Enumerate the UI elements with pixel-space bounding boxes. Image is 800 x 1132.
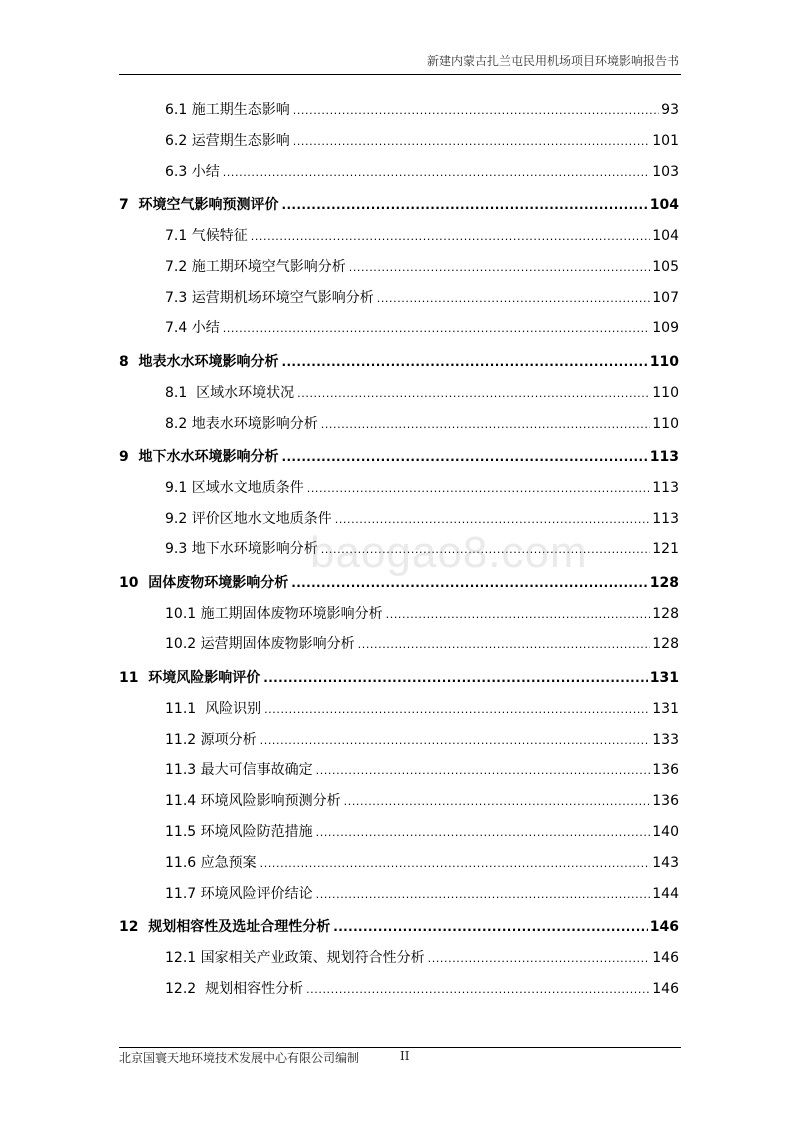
toc-section-entry[interactable] <box>165 130 679 152</box>
toc-entry-title <box>165 852 257 872</box>
toc-entry-text: 地表水环境影响分析 <box>191 415 318 432</box>
toc-dot-leader <box>282 198 648 212</box>
toc-page-number: 113 <box>652 510 679 527</box>
toc-entry-text: 施工期生态影响 <box>191 102 290 118</box>
toc-entry-text: 地下水水环境影响分析 <box>138 448 279 465</box>
toc-entry-text: 运营期机场环境空气影响分析 <box>191 289 374 306</box>
toc-dot-leader <box>264 703 650 716</box>
toc-page-number: 131 <box>652 700 679 717</box>
toc-section-entry[interactable] <box>165 947 679 969</box>
toc-entry-number: 8.1 <box>165 384 188 401</box>
toc-dot-leader <box>282 450 648 464</box>
toc-page-number: 128 <box>649 574 679 591</box>
toc-section-entry[interactable] <box>165 759 679 781</box>
toc-entry-number: 9 <box>119 448 129 465</box>
toc-page-number: 146 <box>649 919 679 936</box>
toc-entry-number: 11.2 <box>165 731 197 748</box>
toc-page-number: 107 <box>652 289 679 306</box>
toc-page-number: 136 <box>652 762 679 779</box>
toc-section-entry[interactable] <box>165 317 679 339</box>
toc-page-number: 131 <box>649 669 679 686</box>
toc-page-number: 128 <box>652 605 679 622</box>
toc-page-number: 146 <box>652 949 679 966</box>
toc-chapter-entry[interactable] <box>119 194 679 216</box>
toc-dot-leader <box>316 764 651 777</box>
toc-dot-leader <box>428 952 651 965</box>
toc-entry-title <box>119 351 279 371</box>
toc-entry-number: 12.1 <box>165 949 197 966</box>
toc-entry-number: 7 <box>119 197 129 214</box>
toc-page-number: 104 <box>652 227 679 244</box>
toc-entry-number: 11.3 <box>165 762 197 779</box>
toc-entry-number: 9.1 <box>165 479 188 496</box>
toc-entry-title <box>119 446 279 466</box>
toc-dot-leader <box>223 166 651 179</box>
toc-dot-leader <box>263 671 648 685</box>
toc-entry-title <box>165 603 383 623</box>
toc-dot-leader <box>321 418 651 431</box>
toc-page-number: 146 <box>652 980 679 997</box>
toc-dot-leader <box>349 261 651 274</box>
toc-entry-number: 10.1 <box>165 605 197 622</box>
toc-entry-title <box>119 667 260 687</box>
toc-entry-text: 小结 <box>191 163 220 180</box>
toc-entry-title <box>165 130 290 150</box>
toc-page-number: 103 <box>652 163 679 180</box>
toc-entry-number: 6.1 <box>165 102 188 118</box>
toc-entry-title <box>165 99 290 119</box>
toc-entry-number: 7.4 <box>165 320 188 337</box>
toc-entry-number: 8 <box>119 353 129 370</box>
toc-dot-leader <box>297 387 650 400</box>
toc-section-entry[interactable] <box>165 603 679 625</box>
toc-entry-text: 国家相关产业政策、规划符合性分析 <box>200 949 425 966</box>
toc-entry-text: 风险识别 <box>200 700 262 717</box>
toc-page-number: 144 <box>652 885 679 902</box>
toc-section-entry[interactable] <box>165 978 679 1000</box>
toc-entry-number: 10 <box>119 574 139 591</box>
toc-entry-text: 小结 <box>191 320 220 337</box>
toc-dot-leader <box>306 983 650 996</box>
footer-divider <box>119 1047 681 1048</box>
toc-section-entry[interactable] <box>165 538 679 560</box>
toc-entry-text: 地下水环境影响分析 <box>191 541 318 558</box>
toc-page-number: 133 <box>652 731 679 748</box>
toc-entry-number: 11.5 <box>165 824 197 841</box>
toc-dot-leader <box>282 355 648 369</box>
toc-section-entry[interactable] <box>165 477 679 499</box>
toc-entry-text: 施工期固体废物环境影响分析 <box>200 605 383 622</box>
toc-page-number: 110 <box>652 384 679 401</box>
toc-page-number: 105 <box>652 258 679 275</box>
toc-entry-number: 10.2 <box>165 636 197 653</box>
toc-entry-text: 环境风险防范措施 <box>200 824 313 841</box>
toc-entry-title <box>119 916 330 936</box>
toc-entry-text: 气候特征 <box>191 227 248 244</box>
toc-entry-title <box>165 947 425 967</box>
toc-chapter-entry[interactable] <box>119 572 679 594</box>
toc-entry-number: 7.1 <box>165 227 188 244</box>
toc-page-number: 104 <box>649 197 679 214</box>
toc-entry-title <box>165 256 346 276</box>
toc-entry-title <box>165 317 220 337</box>
toc-entry-text: 区域水文地质条件 <box>191 479 304 496</box>
toc-section-entry[interactable] <box>165 99 679 121</box>
toc-entry-number: 8.2 <box>165 415 188 432</box>
toc-entry-text: 评价区地水文地质条件 <box>191 510 332 527</box>
toc-entry-text: 源项分析 <box>200 731 257 748</box>
toc-section-entry[interactable] <box>165 161 679 183</box>
toc-section-entry[interactable] <box>165 821 679 843</box>
toc-chapter-entry[interactable] <box>119 667 679 689</box>
toc-entry-title <box>165 790 341 810</box>
toc-dot-leader <box>333 920 648 934</box>
toc-page-number: 121 <box>652 541 679 558</box>
toc-page-number: 136 <box>652 793 679 810</box>
toc-dot-leader <box>316 826 651 839</box>
toc-entry-number: 6.2 <box>165 132 188 149</box>
toc-dot-leader <box>386 608 651 621</box>
toc-section-entry[interactable] <box>165 852 679 874</box>
toc-entry-title <box>165 698 261 718</box>
toc-entry-text: 环境风险影响评价 <box>148 669 261 686</box>
toc-entry-title <box>165 287 374 307</box>
toc-section-entry[interactable] <box>165 698 679 720</box>
toc-entry-title <box>165 508 332 528</box>
toc-entry-number: 7.2 <box>165 258 188 275</box>
toc-dot-leader <box>260 857 651 870</box>
toc-page-number: 93 <box>661 102 679 118</box>
toc-entry-text: 环境空气影响预测评价 <box>138 197 279 214</box>
toc-entry-text: 应急预案 <box>200 854 257 871</box>
toc-entry-number: 6.3 <box>165 163 188 180</box>
toc-entry-text: 施工期环境空气影响分析 <box>191 258 346 275</box>
toc-dot-leader <box>321 543 651 556</box>
toc-entry-number: 9.2 <box>165 510 188 527</box>
toc-page-number: 143 <box>652 854 679 871</box>
toc-dot-leader <box>358 638 651 651</box>
toc-entry-number: 11.7 <box>165 885 197 902</box>
toc-entry-title <box>165 225 248 245</box>
toc-dot-leader <box>335 513 651 526</box>
toc-dot-leader <box>293 135 651 148</box>
toc-entry-title <box>165 729 257 749</box>
toc-entry-number: 11.6 <box>165 854 197 871</box>
toc-dot-leader <box>223 322 651 335</box>
toc-section-entry[interactable] <box>165 729 679 751</box>
toc-entry-title <box>165 759 313 779</box>
toc-section-entry[interactable] <box>165 382 679 404</box>
toc-dot-leader <box>291 576 648 590</box>
toc-entry-title <box>165 161 220 181</box>
toc-section-entry[interactable] <box>165 633 679 655</box>
toc-entry-title <box>165 821 313 841</box>
toc-chapter-entry[interactable] <box>119 916 679 938</box>
toc-section-entry[interactable] <box>165 883 679 905</box>
toc-dot-leader <box>316 888 651 901</box>
toc-page-number: 101 <box>652 132 679 149</box>
toc-dot-leader <box>251 230 651 243</box>
toc-entry-title <box>119 194 279 214</box>
toc-entry-text: 环境风险影响预测分析 <box>200 793 341 810</box>
toc-entry-title <box>165 382 294 402</box>
toc-entry-title <box>165 538 318 558</box>
toc-dot-leader <box>344 795 651 808</box>
toc-section-entry[interactable] <box>165 790 679 812</box>
toc-entry-title <box>165 978 303 998</box>
toc-dot-leader <box>293 104 659 117</box>
toc-entry-number: 12.2 <box>165 980 197 997</box>
toc-section-entry[interactable] <box>165 287 679 309</box>
toc-dot-leader <box>377 292 651 305</box>
toc-page-number: 113 <box>649 448 679 465</box>
toc-page-number: 140 <box>652 824 679 841</box>
toc-entry-text: 规划相容性及选址合理性分析 <box>148 919 331 936</box>
toc-entry-text: 最大可信事故确定 <box>200 762 313 779</box>
watermark-text: baogao8.com <box>310 528 588 577</box>
toc-section-entry[interactable] <box>165 256 679 278</box>
toc-entry-text: 运营期固体废物影响分析 <box>200 636 355 653</box>
toc-page-number: 110 <box>649 353 679 370</box>
toc-page-number: 110 <box>652 415 679 432</box>
toc-entry-number: 11.4 <box>165 793 197 810</box>
toc-entry-text: 区域水环境状况 <box>191 384 295 401</box>
toc-entry-number: 9.3 <box>165 541 188 558</box>
running-header-title: 新建内蒙古扎兰屯民用机场项目环境影响报告书 <box>426 54 679 68</box>
toc-entry-text: 环境风险评价结论 <box>200 885 313 902</box>
toc-entry-title <box>165 413 318 433</box>
toc-entry-text: 运营期生态影响 <box>191 132 290 149</box>
toc-entry-text: 地表水水环境影响分析 <box>138 353 279 370</box>
toc-entry-title <box>165 883 313 903</box>
toc-chapter-entry[interactable] <box>119 351 679 373</box>
toc-entry-number: 7.3 <box>165 289 188 306</box>
toc-dot-leader <box>260 734 651 747</box>
toc-chapter-entry[interactable] <box>119 446 679 468</box>
toc-entry-number: 11 <box>119 669 139 686</box>
footer-organization: 北京国寰天地环境技术发展中心有限公司编制 <box>119 1051 360 1065</box>
toc-dot-leader <box>307 482 651 495</box>
toc-entry-title <box>165 477 304 497</box>
toc-entry-title <box>119 572 288 592</box>
toc-section-entry[interactable] <box>165 225 679 247</box>
toc-section-entry[interactable] <box>165 413 679 435</box>
toc-section-entry[interactable] <box>165 508 679 530</box>
toc-entry-number: 11.1 <box>165 700 197 717</box>
toc-entry-title <box>165 633 355 653</box>
toc-entry-text: 规划相容性分析 <box>200 980 304 997</box>
page-number: II <box>400 1049 410 1063</box>
toc-page-number: 113 <box>652 479 679 496</box>
toc-page-number: 128 <box>652 636 679 653</box>
toc-page-number: 109 <box>652 320 679 337</box>
toc-entry-number: 12 <box>119 919 139 936</box>
toc-entry-text: 固体废物环境影响分析 <box>148 574 289 591</box>
